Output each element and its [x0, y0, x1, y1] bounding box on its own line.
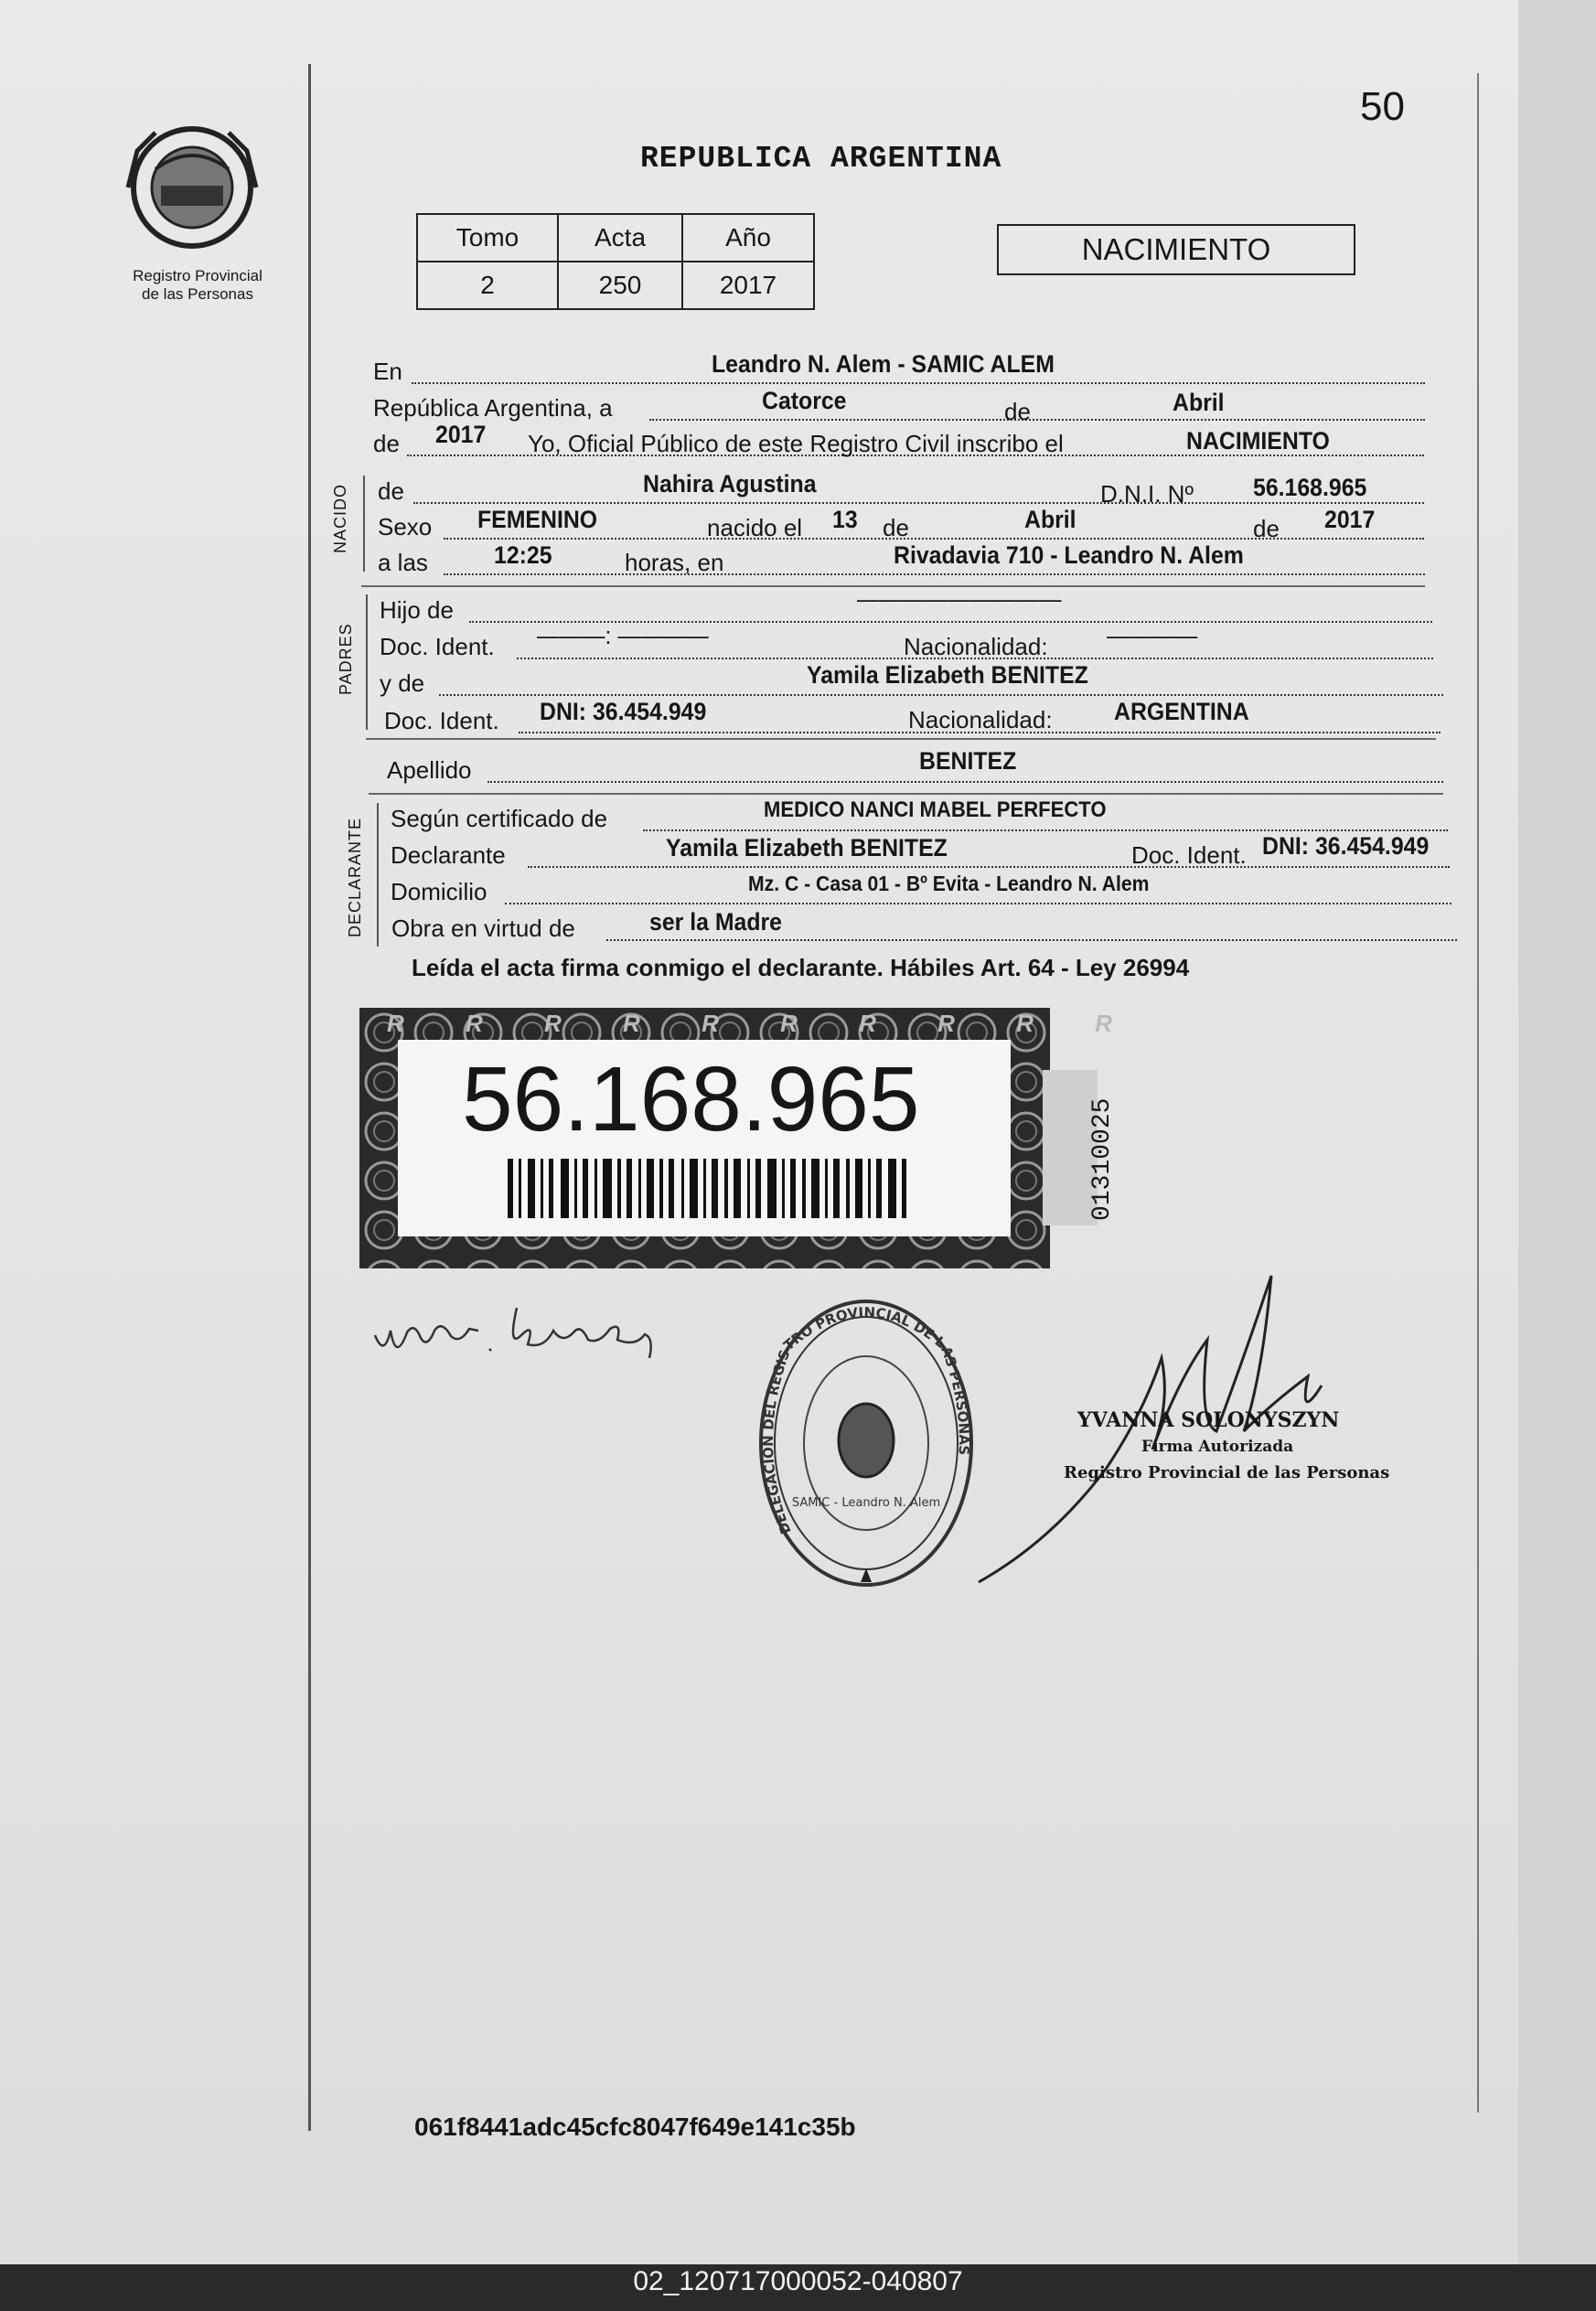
registry-stamp: [755, 1294, 979, 1596]
side-code: 01310025: [1088, 1097, 1117, 1221]
nac2-value: ARGENTINA: [1114, 698, 1249, 725]
section-bracket: [366, 594, 368, 730]
madre-value: Yamila Elizabeth BENITEZ: [807, 661, 1088, 689]
en-value: Leandro N. Alem - SAMIC ALEM: [712, 350, 1055, 378]
side-code-label: [1043, 1070, 1117, 1225]
stamp-inner-text: SAMIC - Leandro N. Alem: [791, 1496, 941, 1510]
section-bracket: [377, 803, 379, 947]
paper-edge: [1518, 0, 1596, 2264]
section-divider: [369, 793, 1443, 795]
sexo-label: Sexo: [378, 513, 433, 540]
nac-dia-value: 13: [832, 506, 858, 533]
dotted-line: [606, 939, 1457, 941]
stamp-pattern-letters: [387, 1010, 1140, 1037]
certificado-label: Según certificado de: [391, 805, 608, 832]
pattern-letter: R: [780, 1010, 825, 1037]
dotted-line: [412, 382, 1425, 384]
declarante-label: Declarante: [391, 841, 506, 869]
pattern-letter: R: [544, 1010, 589, 1037]
de-label: de: [1004, 398, 1031, 425]
dotted-line: [487, 781, 1443, 783]
act-type-box: NACIMIENTO: [997, 224, 1355, 275]
apellido-value: BENITEZ: [919, 747, 1017, 775]
dia-value: Catorce: [762, 387, 847, 414]
declarante-value: Yamila Elizabeth BENITEZ: [666, 834, 948, 861]
hora-value: 12:25: [494, 541, 552, 569]
certificado-value: MEDICO NANCI MABEL PERFECTO: [764, 797, 1107, 822]
table-cell-acta: 250: [558, 262, 682, 309]
right-margin-line: [1477, 73, 1479, 2113]
alas-label: a las: [378, 549, 428, 576]
stamp-number: 56.168.965: [462, 1048, 920, 1150]
table-header-anio: Año: [682, 214, 814, 262]
de2-label: de: [373, 430, 400, 457]
table-cell-tomo: 2: [417, 262, 558, 309]
page-number: 50: [1360, 84, 1405, 129]
doc1-label: Doc. Ident.: [380, 633, 495, 660]
declarant-signature: [370, 1294, 672, 1386]
section-bracket: [363, 476, 365, 572]
stamp-outer-text: DELEGACION DEL REGISTRO PROVINCIAL DE LAS PERSONAS: [759, 1303, 973, 1537]
pattern-letter: R: [702, 1010, 746, 1037]
pattern-letter: R: [937, 1010, 982, 1037]
nacido-el-label: nacido el: [707, 514, 803, 541]
registry-label-line1: Registro Provincial: [133, 267, 262, 284]
pattern-letter: R: [466, 1010, 510, 1037]
yde-label: y de: [380, 669, 425, 697]
pattern-letter: R: [387, 1010, 432, 1037]
en-label: En: [373, 358, 402, 385]
registry-label-line2: de las Personas: [142, 285, 253, 303]
domicilio-value: Mz. C - Casa 01 - Bº Evita - Leandro N. Alem: [748, 872, 1150, 895]
nacido-de3-label: de: [1253, 515, 1280, 542]
table-header-tomo: Tomo: [417, 214, 558, 262]
dotted-line: [439, 694, 1443, 696]
dni-value: 56.168.965: [1253, 474, 1367, 501]
left-margin-line: [308, 64, 311, 2131]
nac-mes-value: Abril: [1024, 506, 1076, 533]
dotted-line: [413, 502, 1424, 504]
doc-declarante-value: DNI: 36.454.949: [1262, 832, 1430, 860]
nacido-section-label: NACIDO: [331, 483, 349, 553]
dni-label: D.N.I. Nº: [1100, 480, 1194, 508]
dotted-line: [528, 866, 1450, 868]
declarante-section-label: DECLARANTE: [346, 817, 364, 937]
province-seal-icon: [119, 114, 265, 261]
pattern-letter: R: [1095, 1010, 1140, 1037]
table-header-acta: Acta: [558, 214, 682, 262]
nac2-label: Nacionalidad:: [908, 706, 1053, 733]
stamp-number-panel: [398, 1040, 1011, 1236]
obra-label: Obra en virtud de: [391, 915, 575, 942]
nacido-de2-label: de: [883, 514, 909, 541]
nombre-value: Nahira Agustina: [643, 470, 817, 498]
section-divider: [366, 738, 1436, 740]
dotted-line: [649, 419, 1425, 421]
closing-note: Leída el acta firma conmigo el declarante. Hábiles Art. 64 - Ley 26994: [412, 954, 1190, 981]
mes-value: Abril: [1173, 389, 1225, 416]
document-hash: 061f8441adc45cfc8047f649e141c35b: [414, 2113, 856, 2141]
dotted-line: [643, 829, 1448, 831]
official-name: YVANNA SOLONYSZYN: [1077, 1408, 1340, 1432]
inscripcion-value: NACIMIENTO: [1186, 427, 1330, 455]
official-role: Firma Autorizada: [1141, 1438, 1294, 1456]
registry-label: [106, 267, 289, 304]
republica-label: República Argentina, a: [373, 394, 613, 422]
hijo-label: Hijo de: [380, 596, 454, 624]
yo-label: Yo, Oficial Público de este Registro Civil inscribo el: [528, 430, 1064, 457]
nac-anio-value: 2017: [1324, 506, 1376, 533]
pattern-letter: R: [1016, 1010, 1061, 1037]
nac1-value: ————: [1107, 622, 1198, 649]
horas-label: horas, en: [625, 549, 724, 576]
hijo-value: —————————: [857, 585, 1062, 613]
anio-value: 2017: [435, 421, 487, 448]
padres-section-label: PADRES: [337, 623, 355, 695]
nacido-de-label: de: [378, 477, 404, 505]
table-cell-anio: 2017: [682, 262, 814, 309]
doc1-value: ———: ————: [537, 622, 709, 649]
barcode-icon: [508, 1159, 910, 1218]
dotted-line: [505, 903, 1451, 904]
registry-table: [416, 213, 815, 310]
pattern-letter: R: [859, 1010, 904, 1037]
apellido-label: Apellido: [387, 756, 472, 784]
doc-declarante-label: Doc. Ident.: [1131, 841, 1247, 869]
sexo-value: FEMENINO: [477, 506, 598, 533]
nac1-label: Nacionalidad:: [904, 633, 1048, 660]
domicilio-label: Domicilio: [391, 878, 487, 905]
document-title: REPUBLICA ARGENTINA: [640, 142, 1002, 176]
lugar-value: Rivadavia 710 - Leandro N. Alem: [894, 541, 1244, 569]
official-entity: Registro Provincial de las Personas: [1064, 1463, 1390, 1482]
doc2-label: Doc. Ident.: [384, 707, 499, 734]
dotted-line: [444, 573, 1425, 575]
pattern-letter: R: [623, 1010, 668, 1037]
file-caption: 02_120717000052-040807: [633, 2266, 963, 2296]
obra-value: ser la Madre: [649, 908, 782, 936]
doc2-value: DNI: 36.454.949: [540, 698, 707, 725]
